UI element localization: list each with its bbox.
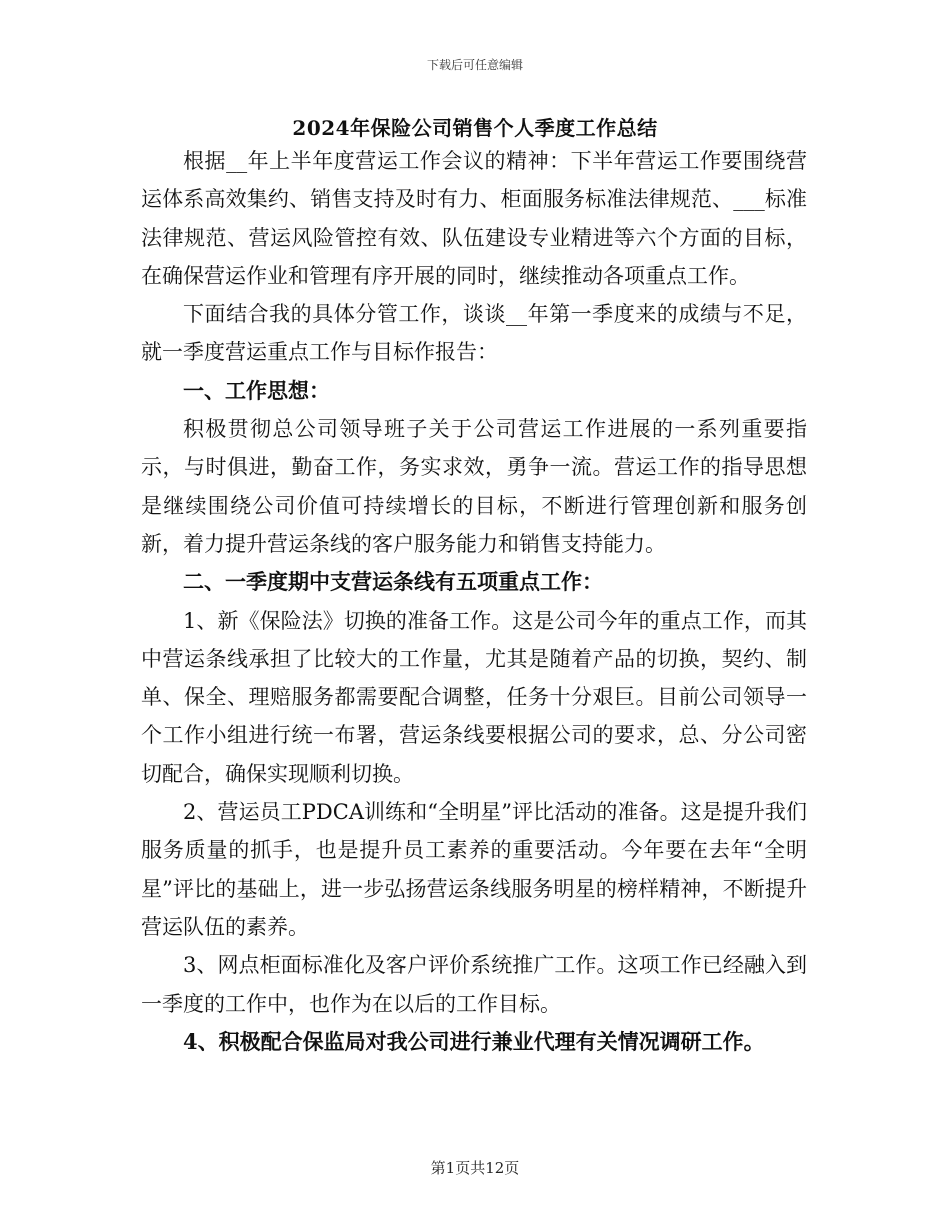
page-number-footer: 第1页共12页 xyxy=(430,1159,520,1177)
paragraph-task-3: 3、网点柜面标准化及客户评价系统推广工作。这项工作已经融入到一季度的工作中，也作为在以后的工作目标。 xyxy=(141,953,807,1016)
paragraph-task-2: 2、营运员工PDCA训练和“全明星”评比活动的准备。这是提升我们服务质量的抓手，也是提升员工素养的重要活动。今年要在去年“全明星”评比的基础上，进一步弘扬营运条线服务明星的榜样精神，不断提升营运队伍的素养。 xyxy=(141,800,807,939)
document-title: 2024年保险公司销售个人季度工作总结 xyxy=(292,116,658,140)
paragraph-task-4: 4、积极配合保监局对我公司进行兼业代理有关情况调研工作。 xyxy=(183,1028,765,1054)
paragraph-report-scope: 下面结合我的具体分管工作，谈谈__年第一季度来的成绩与不足，就一季度营运重点工作与目标作报告： xyxy=(141,302,807,365)
page-header-note: 下载后可任意编辑 xyxy=(426,58,523,72)
section-heading-work-thought: 一、工作思想： xyxy=(183,377,330,403)
paragraph-work-thought: 积极贯彻总公司领导班子关于公司营运工作进展的一系列重要指示，与时俱进，勤奋工作，务实求效，勇争一流。营运工作的指导思想是继续围绕公司价值可持续增长的目标，不断进行管理创新和服务创新，着力提升营运条线的客户服务能力和销售支持能力。 xyxy=(141,417,807,556)
paragraph-task-1: 1、新《保险法》切换的准备工作。这是公司今年的重点工作，而其中营运条线承担了比较大的工作量，尤其是随着产品的切换，契约、制单、保全、理赔服务都需要配合调整，任务十分艰巨。目前公司领导一个工作小组进行统一布署，营运条线要根据公司的要求，总、分公司密切配合，确保实现顺利切换。 xyxy=(141,608,807,786)
document-body xyxy=(141,142,807,1061)
paragraph-intro: 根据__年上半年度营运工作会议的精神：下半年营运工作要围绕营运体系高效集约、销售支持及时有力、柜面服务标准法律规范、___标准法律规范、营运风险管控有效、队伍建设专业精进等六个方面的目标，在确保营运作业和管理有序开展的同时，继续推动各项重点工作。 xyxy=(141,149,807,288)
section-heading-key-tasks: 二、一季度期中支营运条线有五项重点工作： xyxy=(183,569,603,595)
